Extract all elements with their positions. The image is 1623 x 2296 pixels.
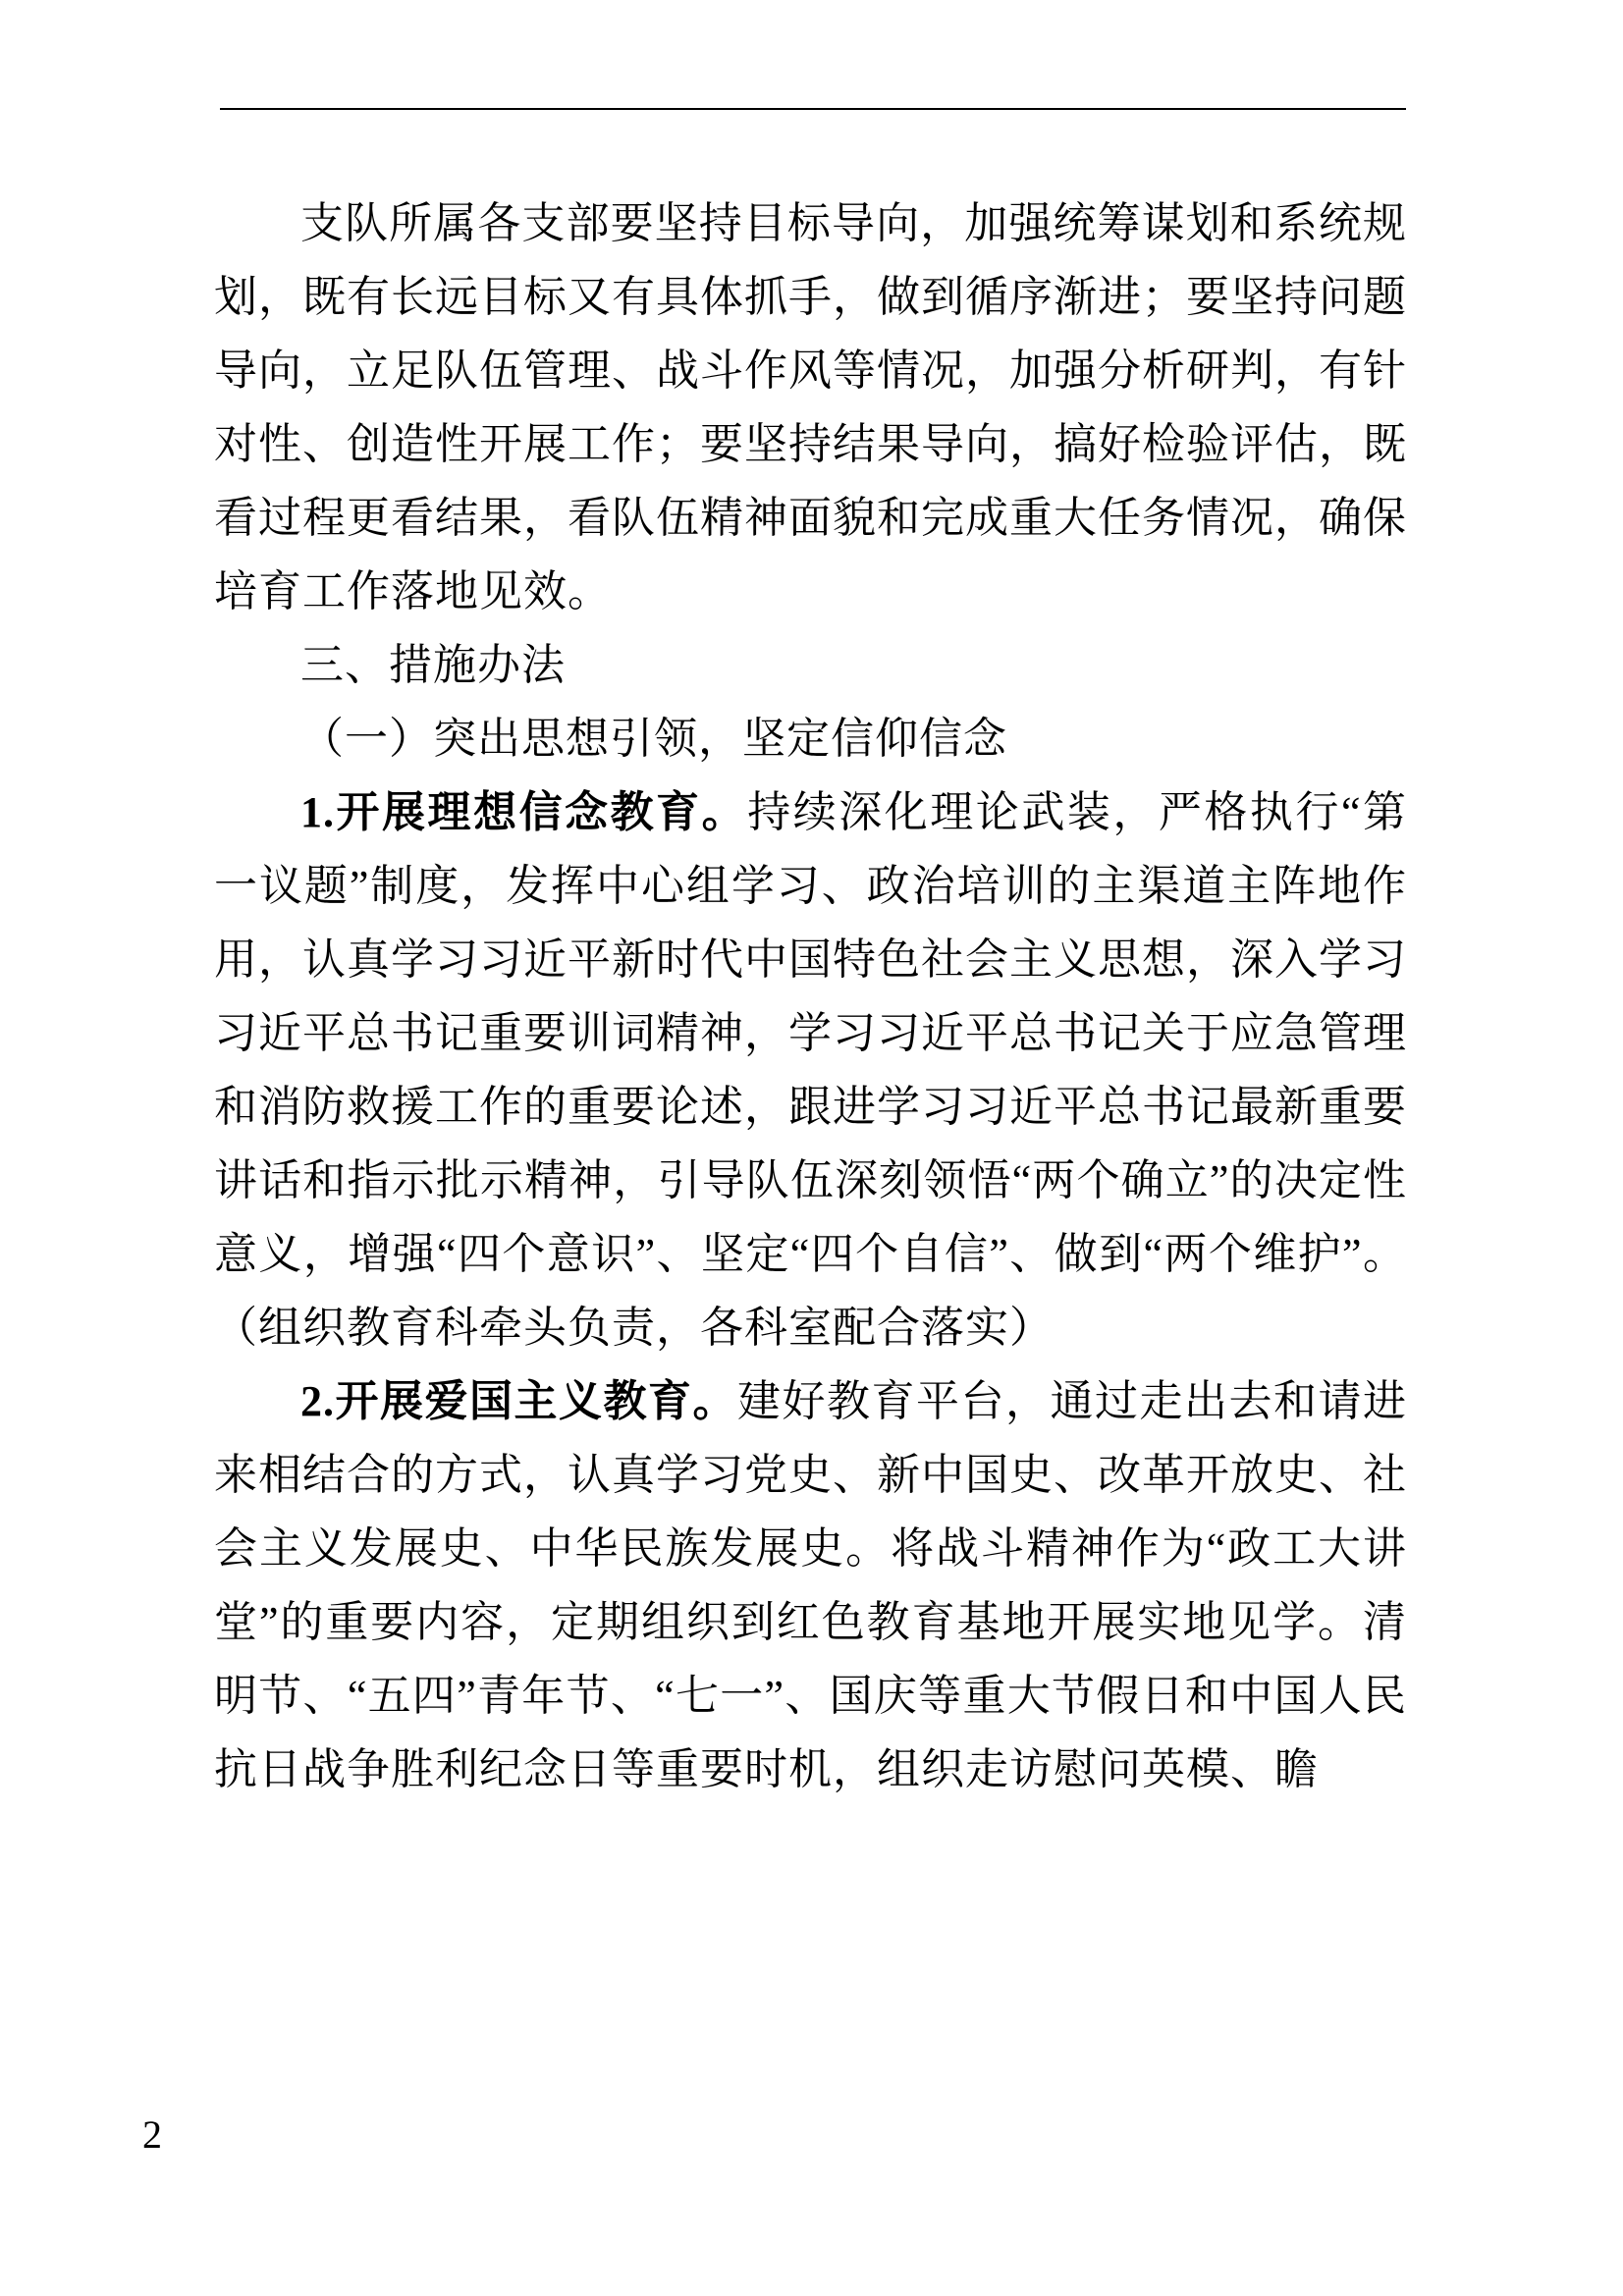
paragraph-item-2-text: 建好教育平台，通过走出去和请进来相结合的方式，认真学习党史、新中国史、改革开放史、社会主义发展史、中华民族发展史。将战斗精神作为“政工大讲堂”的重要内容，定期组织到红色教育基地开展实地见学。清明节、“五四”青年节、“七一”、国庆等重大节假日和中国人民抗日战争胜利纪念日等重要时机，组织走访慰问英模、瞻 [214,1377,1407,1793]
section-heading: 三、措施办法 [300,641,566,689]
paragraph-item-1 [214,775,1407,1364]
document-body [214,187,1407,1806]
paragraph-item-1-lead: 1.开展理想信念教育。 [300,788,748,836]
paragraph-item-1-text: 持续深化理论武装，严格执行“第一议题”制度，发挥中心组学习、政治培训的主渠道主阵地作用，认真学习习近平新时代中国特色社会主义思想，深入学习习近平总书记重要训词精神，学习习近平总书记关于应急管理和消防救援工作的重要论述，跟进学习习近平总书记最新重要讲话和指示批示精神，引导队伍深刻领悟“两个确立”的决定性意义，增强“四个意识”、坚定“四个自信”、做到“两个维护”。（组织教育科牵头负责，各科室配合落实） [214,788,1408,1352]
subsection-heading: （一）突出思想引领，坚定信仰信念 [300,715,1007,763]
header-divider [220,108,1406,110]
paragraph-item-2-lead: 2.开展爱国主义教育。 [300,1377,737,1425]
paragraph-item-2 [214,1364,1407,1806]
paragraph-intro: 支队所属各支部要坚持目标导向，加强统筹谋划和系统规划，既有长远目标又有具体抓手，做到循序渐进；要坚持问题导向，立足队伍管理、战斗作风等情况，加强分析研判，有针对性、创造性开展工作；要坚持结果导向，搞好检验评估，既看过程更看结果，看队伍精神面貌和完成重大任务情况，确保培育工作落地见效。 [214,199,1407,615]
page-number: 2 [142,2112,162,2157]
